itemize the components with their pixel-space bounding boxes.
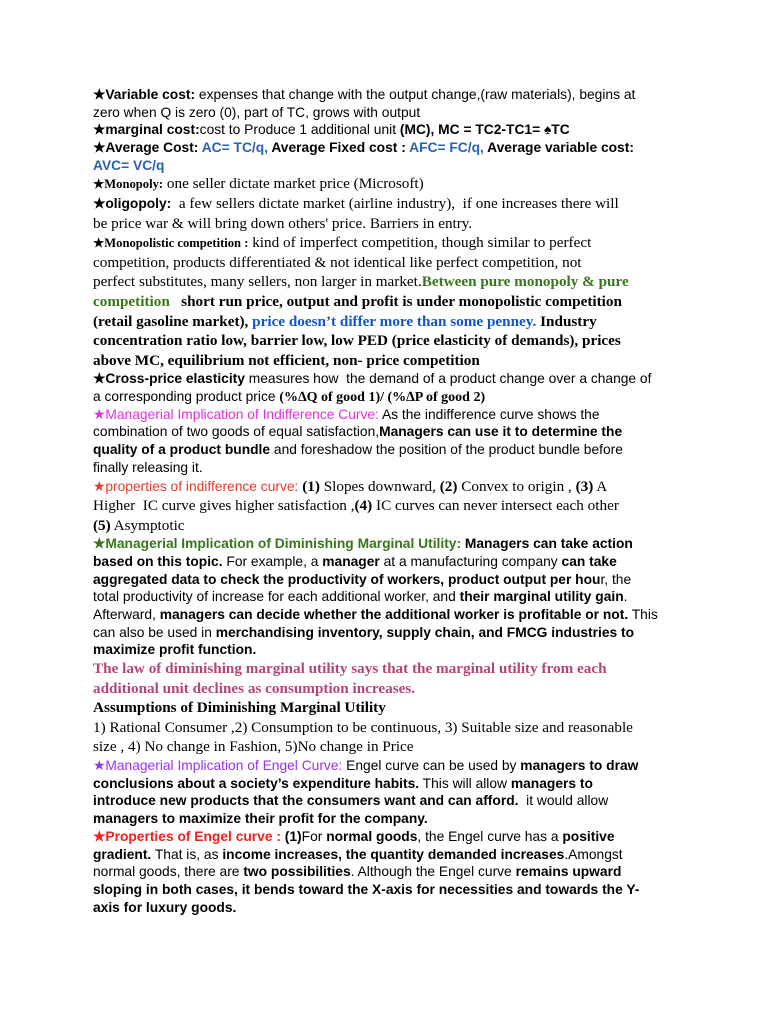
term-average-fixed-cost: Average Fixed cost : [268,140,410,156]
body-text: Slopes downward, [319,477,440,495]
emphasis-text: conclusions about a society’s expenditure habits. [93,775,420,791]
term-average-variable-cost: Average variable cost: [483,140,634,156]
list-number: (3) [575,477,594,495]
formula-afc: AFC= FC/q, [409,140,484,156]
section-heading-engel-curve: ★Managerial Implication of Engel Curve: [93,758,343,774]
body-text: cost to Produce 1 additional unit [199,122,400,138]
text-line [93,737,768,757]
highlight-text: Between pure monopoly & pure [421,273,629,291]
body-text: combination of two goods of equal satisfaction, [93,424,380,440]
text-line [93,863,768,881]
text-line [93,406,768,424]
body-text: A [593,477,608,495]
term-oligopoly: ★oligopoly: [93,196,172,212]
list-number: (1) [280,828,302,844]
text-line [93,139,768,157]
body-text: 1) Rational Consumer ,2) Consumption to be continuous, 3) Suitable size and reasonable [93,718,633,736]
text-line [93,441,768,459]
text-line [93,331,768,351]
text-line [93,718,768,738]
emphasis-text: maximize profit function. [93,642,257,658]
text-line [93,516,768,536]
text-line [93,792,768,810]
body-text: and foreshadow the position of the product bundle before [270,442,623,458]
body-text: This will allow [419,775,511,791]
emphasis-text: introduce new products that the consumers want and can afford. [93,793,519,809]
text-line [93,272,768,292]
body-text: Afterward, [93,607,160,623]
section-heading-diminishing-marginal-utility: ★Managerial Implication of Diminishing Marginal Utility: [93,536,462,552]
section-heading-ic-properties: ★properties of indifference curve: [93,478,299,494]
text-line [93,194,768,214]
term-variable-cost: ★Variable cost: [93,87,196,102]
body-text: Convex to origin , [457,477,576,495]
text-line [93,641,768,659]
text-line [93,351,768,371]
text-line [93,659,768,679]
body-text: size , 4) No change in Fashion, 5)No change in Price [93,738,414,756]
law-statement: The law of diminishing marginal utility says that the marginal utility from each [93,660,607,678]
emphasis-text: aggregated data to check the productivity of workers, product output per hou [93,571,601,587]
text-line [93,292,768,312]
emphasis-text: concentration ratio low, barrier low, low PED (price elasticity of demands), prices [93,332,621,350]
body-text: IC curves can never intersect each other [372,497,619,515]
body-text: competition, products differentiated & not identical like perfect competition, not [93,253,582,271]
text-line [93,496,768,516]
body-text: . [623,589,628,605]
body-text: expenses that change with the output change,(raw materials), begins at [195,87,636,102]
text-line [93,571,768,589]
emphasis-text: two possibilities [243,864,351,880]
body-text: total productivity of increase for each additional worker, and [93,589,460,605]
highlight-text: competition [93,293,170,310]
emphasis-text: Industry [536,312,597,330]
text-line [93,253,768,273]
emphasis-text: can take [561,553,617,569]
body-text: a corresponding product price [93,389,280,405]
text-line [93,214,768,234]
emphasis-text: axis for luxury goods. [93,899,237,915]
body-text: .Amongst [564,846,623,862]
emphasis-text: quality of a product bundle [93,442,271,458]
emphasis-text: income increases, the quantity demanded increases [222,846,565,862]
body-text: Asymptotic [110,516,185,534]
text-line [93,86,768,104]
emphasis-text: their marginal utility gain [459,589,624,605]
body-text: be price war & will bring down others' price. Barriers in entry. [93,214,473,232]
body-text: This [628,607,658,623]
section-heading-indifference-curve: ★Managerial Implication of Indifference Curve: [93,406,379,422]
text-line [93,810,768,828]
text-line [93,423,768,441]
emphasis-text: positive [562,828,615,844]
body-text: normal goods, there are [93,864,244,880]
highlight-text: price doesn’t differ more than some penney. [248,312,537,330]
body-text: As the indifference curve shows the [378,406,600,422]
body-text: , the Engel curve has a [417,828,563,844]
text-line [93,757,768,775]
emphasis-text: merchandising inventory, supply chain, and FMCG industries to [215,624,635,640]
text-line [93,477,768,497]
emphasis-text: short run price, output and profit is under monopolistic competition [169,293,622,310]
emphasis-text: Managers can take action [461,536,633,552]
list-number: (1) [302,477,320,495]
text-line [93,104,768,122]
text-line [93,459,768,477]
emphasis-text: managers to [510,775,593,791]
law-statement: additional unit declines as consumption increases. [93,679,416,697]
emphasis-text: (MC), MC = TC2-TC1= ♠TC [399,122,570,138]
body-text: perfect substitutes, many sellers, non larger in market. [93,273,422,291]
section-heading-engel-properties: ★Properties of Engel curve : [93,828,281,844]
text-line [93,606,768,624]
body-text: a few sellers dictate market (airline industry), if one increases there will [171,195,619,213]
body-text: Higher IC curve gives higher satisfaction , [93,497,355,515]
emphasis-text: managers to maximize their profit for the company. [93,811,428,827]
text-line [93,899,768,917]
list-number: (2) [439,477,458,495]
body-text: Engel curve can be used by [342,758,521,774]
body-text: finally releasing it. [93,459,203,475]
term-monopolistic-competition: ★Monopolistic competition : [93,236,249,251]
body-text: one seller dictate market price (Microsoft) [163,175,424,193]
text-line [93,679,768,699]
body-text: zero when Q is zero (0), part of TC, grows with output [93,104,421,120]
emphasis-text: sloping in both cases, it bends toward the X-axis for necessities and towards the Y- [93,881,640,897]
formula-ac: AC= TC/q, [201,140,269,156]
emphasis-text: gradient. [93,846,152,862]
body-text: . Although the Engel curve [350,864,516,880]
list-number: (5) [93,516,111,534]
text-line [93,370,768,388]
emphasis-text: above MC, equilibrium not efficient, non- price competition [93,351,480,369]
emphasis-text: (retail gasoline market), [93,312,249,330]
text-line [93,828,768,846]
emphasis-text: managers can decide whether the additional worker is profitable or not. [159,607,629,623]
body-text: at a manufacturing company [379,553,562,569]
text-line [93,698,768,718]
emphasis-text: normal goods [326,828,418,844]
text-line [93,174,768,194]
text-line [93,121,768,139]
formula-cross-price-elasticity: (%∆Q of good 1)/ (%∆P of good 2) [279,390,486,406]
emphasis-text: Managers can use it to determine the [379,424,623,440]
text-line [93,624,768,642]
body-text: measures how the demand of a product change over a change of [244,371,652,387]
text-line [93,588,768,606]
term-cross-price-elasticity: ★Cross-price elasticity [93,371,245,387]
text-line [93,881,768,899]
emphasis-text: remains upward [515,864,622,880]
text-line [93,388,768,406]
term-marginal-cost: ★marginal cost: [93,122,200,138]
body-text: can also be used in [93,624,216,640]
text-line [93,312,768,332]
emphasis-text: manager [322,553,380,569]
body-text: r, the [600,571,632,587]
body-text: it would allow [518,793,609,809]
formula-avc: AVC= VC/q [93,157,165,173]
term-average-cost: ★Average Cost: [93,140,202,156]
body-text: That is, as [151,846,223,862]
text-line [93,846,768,864]
list-number: (4) [354,497,373,515]
body-text: For [301,828,327,844]
text-line [93,553,768,571]
term-monopoly: ★Monopoly: [93,177,164,192]
emphasis-text: managers to draw [520,758,639,774]
emphasis-text: based on this topic. [93,553,223,569]
text-line [93,535,768,553]
text-line [93,157,768,175]
text-line [93,233,768,253]
text-line [93,775,768,793]
subheading-assumptions: Assumptions of Diminishing Marginal Utility [93,699,386,717]
body-text: For example, a [222,553,323,569]
body-text: kind of imperfect competition, though similar to perfect [248,234,592,252]
